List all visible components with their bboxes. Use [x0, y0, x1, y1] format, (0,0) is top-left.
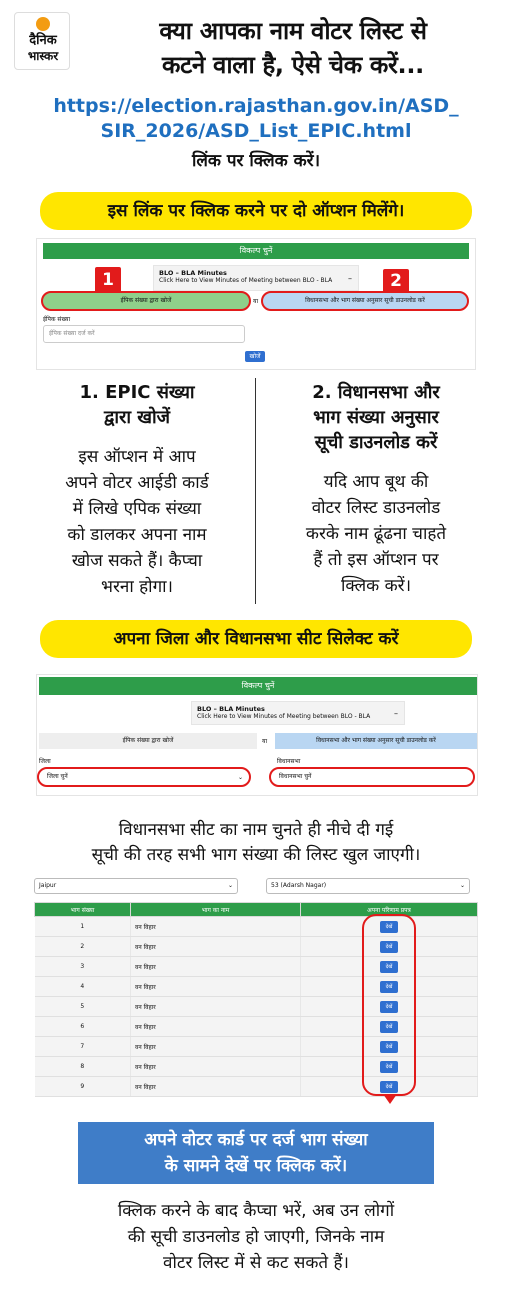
part-number: 6 [35, 1017, 131, 1037]
sun-icon [36, 17, 50, 31]
url-line-2: SIR_2026/ASD_List_EPIC.html [100, 120, 412, 142]
part-name: वन विहार [131, 977, 301, 997]
district-dropdown-value: Jaipur [39, 882, 57, 889]
assembly-list-note [30, 818, 482, 868]
minutes-subtitle: Click Here to View Minutes of Meeting between BLO - BLA [197, 713, 371, 720]
assembly-dropdown[interactable] [266, 878, 470, 894]
options-header: विकल्प चुनें [39, 677, 477, 695]
view-button[interactable]: देखें [380, 941, 398, 953]
view-button[interactable]: देखें [380, 921, 398, 933]
url-line-1: https://election.rajasthan.gov.in/ASD_ [53, 95, 459, 117]
epic-title-1: 1. EPIC संख्या [79, 382, 195, 403]
assembly-desc-line: हैं तो इस ऑप्शन पर [313, 550, 439, 570]
assembly-download-option[interactable]: विधानसभा और भाग संख्या अनुसार सूची डाउनलोड करें [275, 733, 477, 749]
final-line: क्लिक करने के बाद कैप्चा भरें, अब उन लोगों [117, 1201, 395, 1221]
minutes-title: BLO – BLA Minutes [197, 705, 265, 713]
final-line: की सूची डाउनलोड हो जाएगी, जिनके नाम [127, 1227, 385, 1247]
part-name: वन विहार [131, 917, 301, 937]
chevron-down-icon: ⌄ [459, 882, 465, 889]
banner-line: अपने वोटर कार्ड पर दर्ज भाग संख्या [144, 1130, 368, 1150]
options-screenshot [36, 238, 476, 370]
chevron-down-icon: ⌄ [237, 774, 243, 781]
part-number: 7 [35, 1037, 131, 1057]
view-button[interactable]: देखें [380, 1021, 398, 1033]
view-button[interactable]: देखें [380, 1081, 398, 1093]
assembly-title-2: भाग संख्या अनुसार [313, 407, 439, 428]
view-button[interactable]: देखें [380, 981, 398, 993]
assembly-dropdown-value: 53 (Adarsh Nagar) [271, 882, 327, 889]
note-line: सूची की तरह सभी भाग संख्या की लिस्ट खुल जाएगी। [91, 845, 421, 865]
column-divider [255, 378, 256, 604]
epic-column [30, 380, 244, 600]
link-note: लिंक पर क्लिक करें। [191, 151, 321, 171]
view-buttons-highlight [362, 914, 416, 1096]
assembly-download-option[interactable]: विधानसभा और भाग संख्या अनुसार सूची डाउनलोड करें [261, 291, 469, 311]
epic-input[interactable]: ईपिक संख्या दर्ज करें [43, 325, 245, 343]
table-header-row [35, 903, 478, 917]
column-header: भाग का नाम [131, 903, 301, 917]
minutes-link[interactable] [191, 701, 405, 725]
part-name: वन विहार [131, 957, 301, 977]
assembly-title-1: 2. विधानसभा और [312, 382, 440, 403]
logo-text-1: दैनिक [29, 33, 57, 48]
assembly-desc-line: वोटर लिस्ट डाउनलोड [311, 498, 441, 518]
district-select[interactable] [37, 767, 251, 787]
chevron-down-icon: ⌄ [227, 882, 233, 889]
part-name: वन विहार [131, 1077, 301, 1097]
banner-line: के सामने देखें पर क्लिक करें। [164, 1156, 348, 1176]
option-number-1: 1 [95, 267, 121, 293]
options-banner: इस लिंक पर क्लिक करने पर दो ऑप्शन मिलेंगे। [40, 192, 472, 230]
district-dropdown[interactable] [34, 878, 238, 894]
minutes-subtitle: Click Here to View Minutes of Meeting between BLO - BLA [159, 277, 333, 284]
epic-desc-line: इस ऑप्शन में आप [78, 447, 196, 467]
view-button[interactable]: देखें [380, 961, 398, 973]
district-select-screenshot [36, 674, 478, 796]
part-name: वन विहार [131, 1037, 301, 1057]
part-number: 4 [35, 977, 131, 997]
assembly-desc-line: क्लिक करें। [340, 576, 412, 596]
minus-icon: – [348, 274, 352, 283]
district-value: जिला चुनें [47, 773, 68, 780]
assembly-desc-line: यदि आप बूथ की [323, 472, 429, 492]
final-instruction [40, 1198, 472, 1276]
epic-desc-line: अपने वोटर आईडी कार्ड [65, 473, 209, 493]
view-instruction-banner [78, 1122, 434, 1184]
part-number: 3 [35, 957, 131, 977]
minus-icon: – [394, 709, 398, 718]
part-number: 5 [35, 997, 131, 1017]
minutes-link[interactable] [153, 265, 359, 291]
part-number: 9 [35, 1077, 131, 1097]
dainik-bhaskar-logo [14, 12, 70, 70]
epic-desc-line: में लिखे एपिक संख्या [72, 499, 202, 519]
logo-text-2: भास्कर [27, 49, 59, 63]
part-name: वन विहार [131, 997, 301, 1017]
highlight-pointer [383, 1094, 397, 1104]
assembly-column [266, 380, 486, 599]
headline-line-1: क्या आपका नाम वोटर लिस्ट से [159, 17, 427, 45]
part-name: वन विहार [131, 937, 301, 957]
or-text: या [253, 298, 259, 305]
assembly-title-3: सूची डाउनलोड करें [314, 432, 438, 453]
column-header: भाग संख्या [35, 903, 131, 917]
headline [78, 14, 508, 82]
assembly-select[interactable] [269, 767, 475, 787]
option-number-2: 2 [383, 269, 409, 293]
epic-desc-line: को डालकर अपना नाम [67, 525, 207, 545]
minutes-title: BLO – BLA Minutes [159, 269, 227, 277]
part-name: वन विहार [131, 1017, 301, 1037]
epic-desc-line: भरना होगा। [101, 577, 173, 597]
assembly-desc-line: करके नाम ढूंढना चाहते [305, 524, 447, 544]
select-district-banner: अपना जिला और विधानसभा सीट सिलेक्ट करें [40, 620, 472, 658]
epic-desc-line: खोज सकते हैं। कैप्चा [71, 551, 203, 571]
note-line: विधानसभा सीट का नाम चुनते ही नीचे दी गई [118, 820, 394, 840]
part-number: 2 [35, 937, 131, 957]
assembly-label: विधानसभा [277, 758, 301, 765]
or-text: या [262, 738, 268, 745]
view-button[interactable]: देखें [380, 1061, 398, 1073]
epic-description [30, 444, 244, 600]
search-button[interactable]: खोजें [245, 351, 265, 362]
part-number: 1 [35, 917, 131, 937]
column-header: अपना परिणाम प्रपत्र [301, 903, 478, 917]
assembly-description [266, 469, 486, 599]
epic-search-option[interactable]: ईपिक संख्या द्वारा खोजें [39, 733, 257, 749]
view-button[interactable]: देखें [380, 1001, 398, 1013]
epic-label: ईपिक संख्या [43, 316, 71, 323]
view-button[interactable]: देखें [380, 1041, 398, 1053]
assembly-value: विधानसभा चुनें [279, 773, 312, 780]
part-name: वन विहार [131, 1057, 301, 1077]
election-url-link[interactable] [40, 94, 472, 144]
part-number: 8 [35, 1057, 131, 1077]
options-header: विकल्प चुनें [43, 243, 469, 259]
final-line: वोटर लिस्ट में से कट सकते हैं। [163, 1253, 349, 1273]
epic-search-option[interactable]: ईपिक संख्या द्वारा खोजें [41, 291, 251, 311]
epic-title-2: द्वारा खोजें [103, 407, 171, 428]
headline-line-2: कटने वाला है, ऐसे चेक करें... [161, 51, 424, 79]
district-label: जिला [39, 758, 51, 765]
